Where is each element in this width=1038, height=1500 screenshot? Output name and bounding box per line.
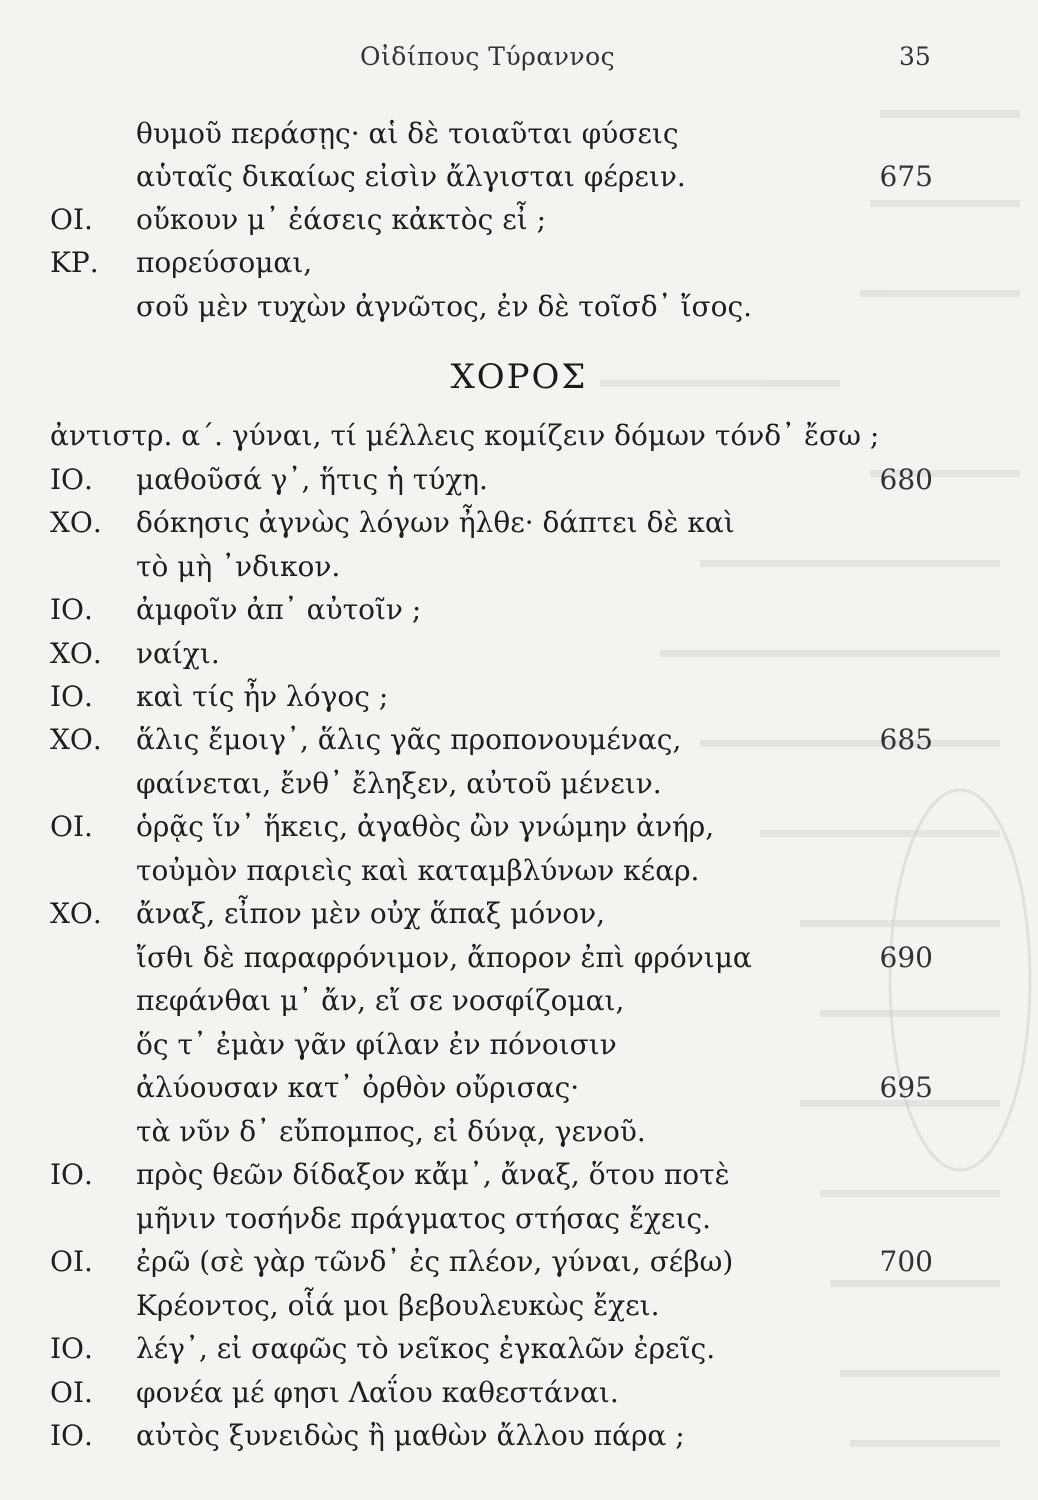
verse-text: ἄναξ, εἶπον μὲν οὐχ ἅπαξ μόνον, bbox=[136, 897, 606, 930]
verse-text: ἀμφοῖν ἀπ᾽ αὐτοῖν ; bbox=[136, 593, 422, 626]
speaker-label: ΟΙ. bbox=[50, 1376, 93, 1409]
speaker-label: ΟΙ. bbox=[50, 1245, 93, 1278]
verse-line bbox=[0, 1240, 1038, 1284]
verse-text: φαίνεται, ἔνθ᾽ ἔληξεν, αὐτοῦ μένειν. bbox=[136, 767, 662, 800]
verse-line bbox=[0, 1197, 1038, 1241]
line-number: 680 bbox=[879, 463, 933, 496]
verse-line bbox=[0, 198, 1038, 242]
verse-line bbox=[0, 1110, 1038, 1154]
verse-text: τὰ νῦν δ᾽ εὔπομπος, εἰ δύνᾳ, γενοῦ. bbox=[136, 1115, 646, 1148]
verse-text: ἐρῶ (σὲ γὰρ τῶνδ᾽ ἐς πλέον, γύναι, σέβω) bbox=[136, 1245, 734, 1278]
verse-line bbox=[0, 1327, 1038, 1371]
verse-text: σοῦ μὲν τυχὼν ἀγνῶτος, ἐν δὲ τοῖσδ᾽ ἴσος. bbox=[136, 290, 753, 323]
line-number: 690 bbox=[879, 941, 933, 974]
speaker-label: ΧΟ. bbox=[50, 637, 102, 670]
verse-text: τὸ μὴ ᾽νδικον. bbox=[136, 550, 341, 583]
line-number: 685 bbox=[879, 723, 933, 756]
line-number: 675 bbox=[879, 160, 933, 193]
verse-text: ἀλύουσαν κατ᾽ ὀρθὸν οὔρισας· bbox=[136, 1071, 580, 1104]
speaker-label: ΙΟ. bbox=[50, 1332, 93, 1365]
verse-line bbox=[0, 458, 1038, 502]
speaker-label: ΟΙ. bbox=[50, 203, 93, 236]
verse-line bbox=[0, 501, 1038, 545]
speaker-label: ΙΟ. bbox=[50, 463, 93, 496]
verse-line bbox=[0, 979, 1038, 1023]
verse-line bbox=[0, 892, 1038, 936]
verse-text: ὅς τ᾽ ἐμὰν γᾶν φίλαν ἐν πόνοισιν bbox=[136, 1028, 617, 1061]
line-number: 700 bbox=[879, 1245, 933, 1278]
speaker-label: ΧΟ. bbox=[50, 506, 102, 539]
verse-line bbox=[0, 155, 1038, 199]
verse-text: ναίχι. bbox=[136, 637, 220, 670]
verse-line bbox=[0, 112, 1038, 156]
verse-text: μαθοῦσά γ᾽, ἥτις ἡ τύχη. bbox=[136, 463, 488, 496]
verse-line bbox=[0, 849, 1038, 893]
verse-text: αὑταῖς δικαίως εἰσὶν ἄλγισται φέρειν. bbox=[136, 160, 686, 193]
verse-text: τοὐμὸν παριεὶς καὶ καταμβλύνων κέαρ. bbox=[136, 854, 700, 887]
verse-text: πορεύσομαι, bbox=[136, 246, 313, 279]
verse-line bbox=[0, 545, 1038, 589]
verse-line bbox=[0, 241, 1038, 285]
verse-text: μῆνιν τοσήνδε πράγματος στήσας ἔχεις. bbox=[136, 1202, 711, 1235]
speaker-label: ΟΙ. bbox=[50, 810, 93, 843]
verse-text: αὐτὸς ξυνειδὼς ἢ μαθὼν ἄλλου πάρα ; bbox=[136, 1419, 685, 1452]
verse-text: καὶ τίς ἦν λόγος ; bbox=[136, 680, 389, 713]
verse-line bbox=[0, 1066, 1038, 1110]
verse-text: ἀντιστρ. α΄. γύναι, τί μέλλεις κομίζειν δόμων τόνδ᾽ ἔσω ; bbox=[50, 419, 880, 452]
verse-text: Κρέοντος, οἷά μοι βεβουλευκὼς ἔχει. bbox=[136, 1289, 660, 1322]
verse-text: ἴσθι δὲ παραφρόνιμον, ἄπορον ἐπὶ φρόνιμα bbox=[136, 941, 752, 974]
verse-line bbox=[0, 1414, 1038, 1458]
speaker-label: ΧΟ. bbox=[50, 897, 102, 930]
verse-line bbox=[0, 1153, 1038, 1197]
verse-text: πρὸς θεῶν δίδαξον κἄμ᾽, ἄναξ, ὅτου ποτὲ bbox=[136, 1158, 730, 1191]
speaker-label: ΙΟ. bbox=[50, 1419, 93, 1452]
verse-text: θυμοῦ περάσῃς· αἱ δὲ τοιαῦται φύσεις bbox=[136, 117, 679, 150]
verse-line bbox=[0, 588, 1038, 632]
verse-text: ἅλις ἔμοιγ᾽, ἅλις γᾶς προπονουμένας, bbox=[136, 723, 682, 756]
verse-text: δόκησις ἀγνὼς λόγων ἦλθε· δάπτει δὲ καὶ bbox=[136, 506, 735, 539]
verse-text: οὔκουν μ᾽ ἐάσεις κἀκτὸς εἶ ; bbox=[136, 203, 547, 236]
chorus-heading: ΧΟΡΟΣ bbox=[450, 357, 588, 397]
verse-line bbox=[0, 285, 1038, 329]
verse-line bbox=[0, 936, 1038, 980]
verse-line bbox=[0, 632, 1038, 676]
verse-line bbox=[0, 1023, 1038, 1067]
page-number: 35 bbox=[899, 42, 931, 71]
antistrophe-line bbox=[0, 414, 1038, 458]
verse-line bbox=[0, 1284, 1038, 1328]
speaker-label: ΚΡ. bbox=[50, 246, 99, 279]
speaker-label: ΙΟ. bbox=[50, 593, 93, 626]
verse-text: ὁρᾷς ἵν᾽ ἥκεις, ἀγαθὸς ὢν γνώμην ἀνήρ, bbox=[136, 810, 715, 843]
verse-line bbox=[0, 1371, 1038, 1415]
speaker-label: ΧΟ. bbox=[50, 723, 102, 756]
verse-text: λέγ᾽, εἰ σαφῶς τὸ νεῖκος ἐγκαλῶν ἐρεῖς. bbox=[136, 1332, 716, 1365]
verse-line bbox=[0, 762, 1038, 806]
speaker-label: ΙΟ. bbox=[50, 680, 93, 713]
running-title: Οἰδίπους Τύραννος bbox=[360, 42, 616, 71]
verse-text: φονέα μέ φησι Λαΐου καθεστάναι. bbox=[136, 1376, 619, 1409]
speaker-label: ΙΟ. bbox=[50, 1158, 93, 1191]
verse-text: πεφάνθαι μ᾽ ἄν, εἴ σε νοσφίζομαι, bbox=[136, 984, 625, 1017]
verse-line bbox=[0, 675, 1038, 719]
verse-line bbox=[0, 805, 1038, 849]
line-number: 695 bbox=[879, 1071, 933, 1104]
verse-line bbox=[0, 718, 1038, 762]
